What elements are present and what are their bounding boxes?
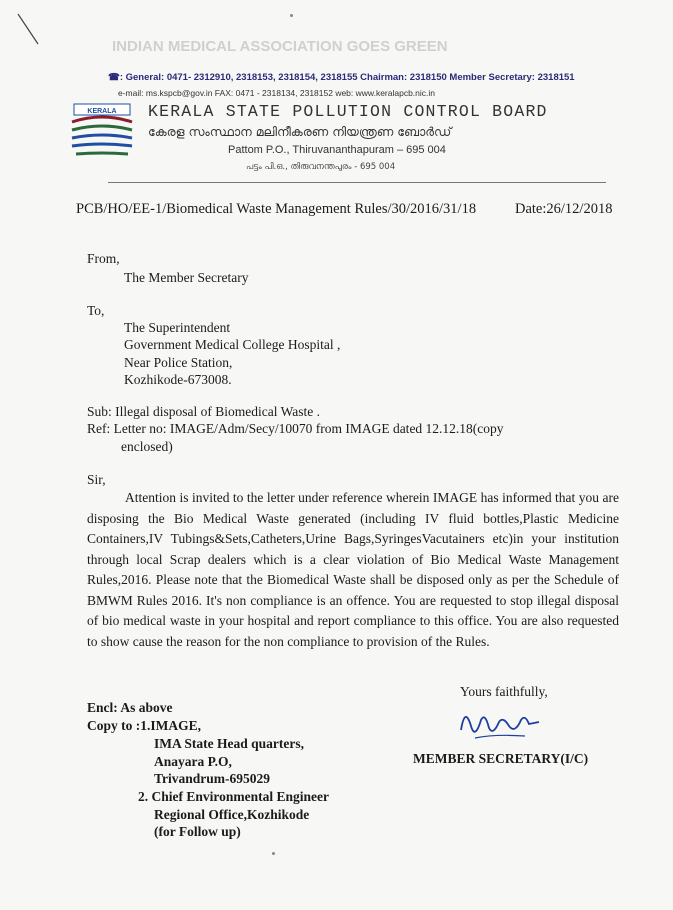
letter-date: Date:26/12/2018 <box>515 201 613 217</box>
to-line: The Superintendent <box>124 320 231 335</box>
body-paragraph: Attention is invited to the letter under reference wherein IMAGE has informed that you are disposing the Bio Medical Waste generated (including IV fluid bottles,Plastic Medicine Containers,IV Tubings&Sets,Catheters,Urine Bags,SyringesVacutainers etc)in your institution through local Scrap dealers which is a clear violation of Bio Medical Waste Management Rules,2016. Please note that the Biomedical Waste shall be disposed only as per the Schedule of BMWM Rules 2016. It's non compliance is an offence. You are requested to stop illegal disposal of bio medical waste in your hospital and report compliance to this office. You are also requested to show cause the reason for the non compliance to provision of the Rules. <box>87 490 619 649</box>
to-line: Near Police Station, <box>124 355 233 370</box>
to-line: Government Medical College Hospital , <box>124 337 341 352</box>
to-label: To, <box>87 303 105 318</box>
copy-recipient-line: Trivandrum-695029 <box>154 771 271 786</box>
closing: Yours faithfully, <box>460 684 548 699</box>
handwritten-signature <box>455 700 545 746</box>
contact-phones: ☎: General: 0471- 2312910, 2318153, 2318154, 2318155 Chairman: 2318150 Member Secretary: 2318151 <box>108 72 575 83</box>
board-name-malayalam: കേരള സംസ്ഥാന മലിനീകരണ നിയന്ത്രണ ബോർഡ് <box>148 124 452 139</box>
emblem-label: KERALA <box>87 108 117 115</box>
kspcb-emblem-icon <box>66 100 138 166</box>
letter-body <box>87 488 619 652</box>
board-address-malayalam: പട്ടം പി.ഒ., തിരുവനന്തപുരം - 695 004 <box>246 162 396 172</box>
speck <box>290 14 293 17</box>
corner-mark <box>14 10 44 50</box>
copy-recipient-line: IMA State Head quarters, <box>154 736 304 751</box>
from-label: From, <box>87 251 120 266</box>
ref-line-cont: enclosed) <box>121 439 173 454</box>
copy-to-label: Copy to :1.IMAGE, <box>87 718 201 733</box>
copy-recipient-line: (for Follow up) <box>154 824 241 839</box>
signatory-title: MEMBER SECRETARY(I/C) <box>413 751 589 766</box>
from-name: The Member Secretary <box>124 270 249 285</box>
watermark-bleed-text: INDIAN MEDICAL ASSOCIATION GOES GREEN <box>112 38 448 55</box>
speck <box>272 852 275 855</box>
contact-email-fax-web: e-mail: ms.kspcb@gov.in FAX: 0471 - 2318134, 2318152 web: www.keralapcb.nic.in <box>118 88 436 98</box>
subject-line: Sub: Illegal disposal of Biomedical Waste . <box>87 404 321 419</box>
ref-line: Ref: Letter no: IMAGE/Adm/Secy/10070 from IMAGE dated 12.12.18(copy <box>87 421 504 436</box>
copy-recipient-line: 2. Chief Environmental Engineer <box>138 789 330 804</box>
enclosure-line: Encl: As above <box>87 700 173 715</box>
board-name: KERALA STATE POLLUTION CONTROL BOARD <box>148 102 548 121</box>
copy-recipient-line: Regional Office,Kozhikode <box>154 807 310 822</box>
reference-number: PCB/HO/EE-1/Biomedical Waste Management Rules/30/2016/31/18 <box>76 201 477 217</box>
to-line: Kozhikode-673008. <box>124 372 232 387</box>
board-address: Pattom P.O., Thiruvananthapuram – 695 004 <box>228 144 446 156</box>
header-divider <box>108 182 606 183</box>
salutation: Sir, <box>87 472 106 487</box>
copy-recipient-line: Anayara P.O, <box>154 754 232 769</box>
